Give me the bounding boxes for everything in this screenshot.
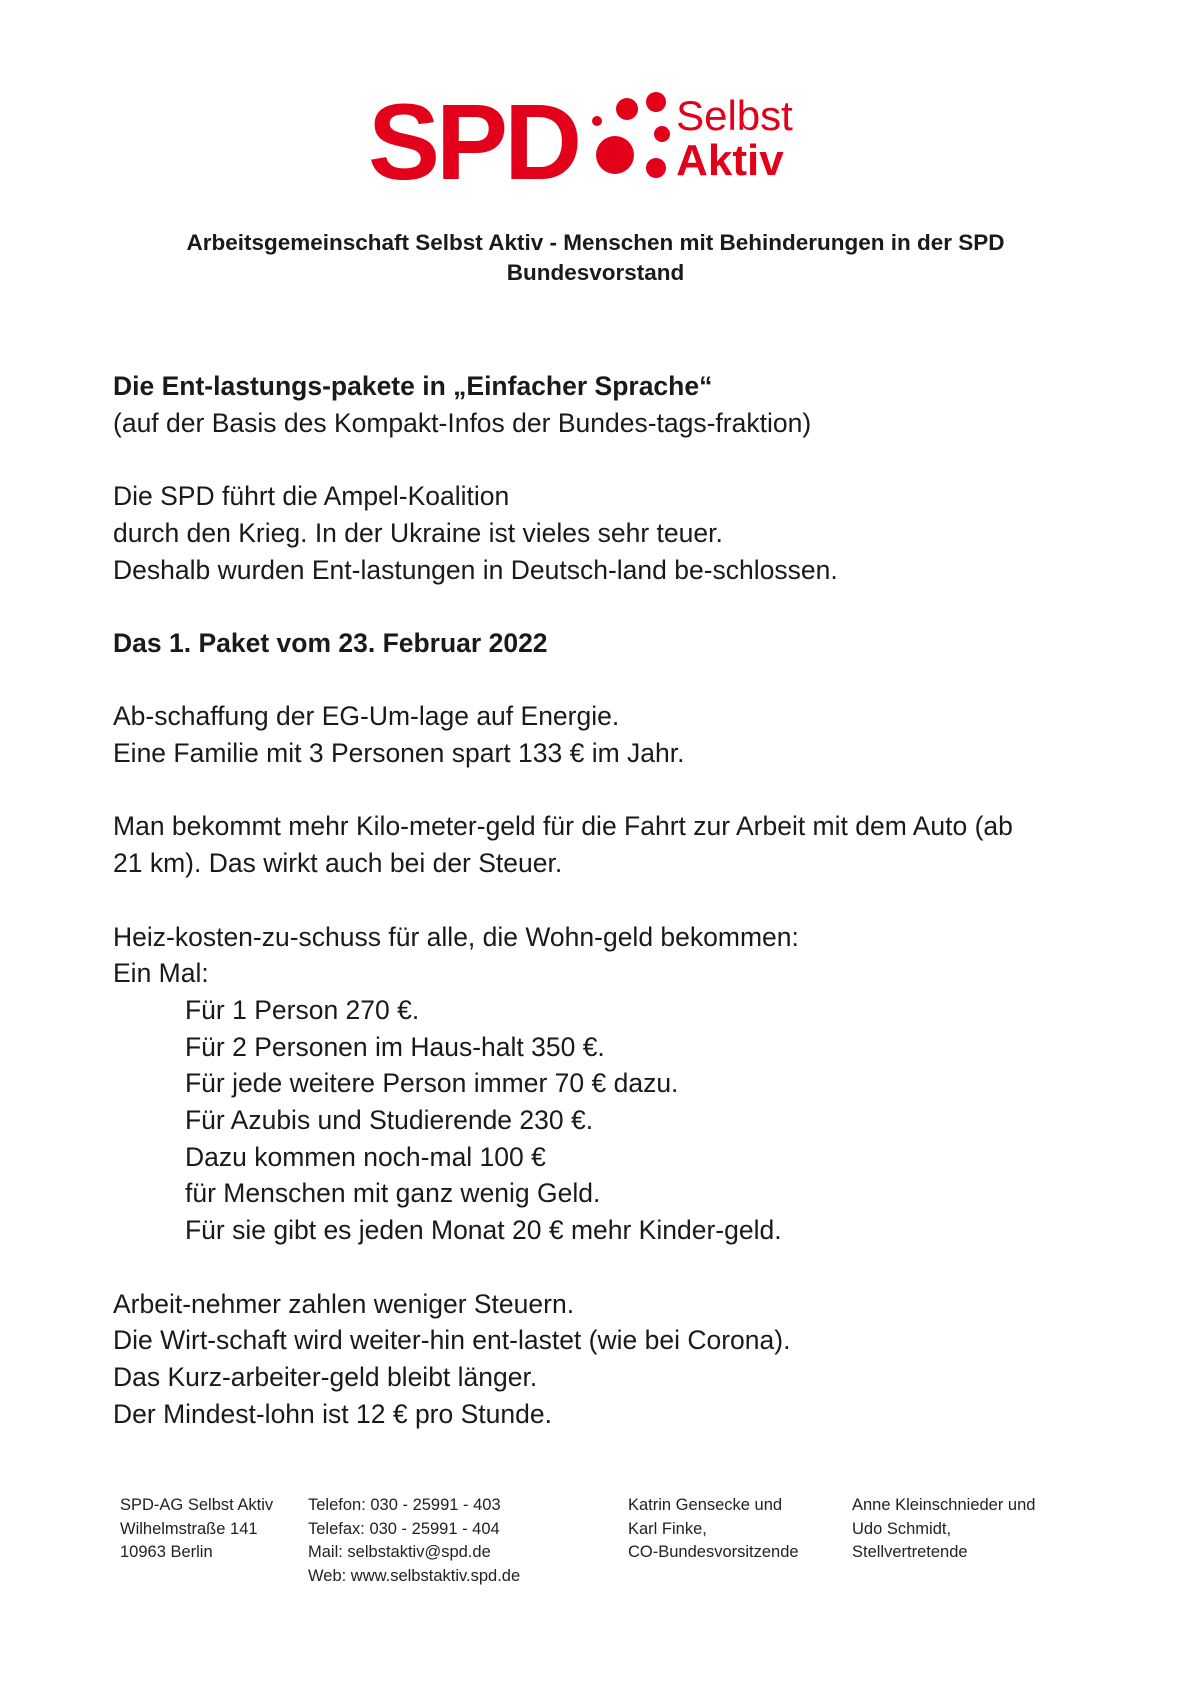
footer-phone: Telefon: 030 - 25991 - 403 — [308, 1496, 501, 1514]
arbeit-line: Arbeit-nehmer zahlen weniger Steuern. — [113, 1288, 575, 1319]
intro-line: Die SPD führt die Ampel-Koalition — [113, 481, 510, 512]
heiz-item: Für sie gibt es jeden Monat 20 € mehr Kinder-geld. — [185, 1215, 782, 1246]
document-title: Die Ent-lastungs-pakete in „Einfacher Sprache“ — [113, 371, 713, 401]
section-heading: Das 1. Paket vom 23. Februar 2022 — [113, 627, 548, 658]
heiz-item: Für 2 Personen im Haus-halt 350 €. — [185, 1031, 605, 1062]
heiz-item: Für jede weitere Person immer 70 € dazu. — [185, 1068, 679, 1099]
intro-line: durch den Krieg. In der Ukraine ist vieles sehr teuer. — [113, 517, 723, 548]
heiz-line: Ein Mal: — [113, 958, 209, 989]
footer-chairs-line: Katrin Gensecke und — [628, 1496, 783, 1514]
intro-line: Deshalb wurden Ent-lastungen in Deutsch-land be-schlossen. — [113, 554, 838, 585]
footer-deputies-line: Anne Kleinschnieder und — [852, 1496, 1036, 1514]
arbeit-line: Das Kurz-arbeiter-geld bleibt länger. — [113, 1361, 538, 1392]
km-line: 21 km). Das wirkt auch bei der Steuer. — [113, 848, 563, 879]
footer-fax: Telefax: 030 - 25991 - 404 — [308, 1519, 500, 1538]
arbeit-line: Die Wirt-schaft wird weiter-hin ent-lastet (wie bei Corona). — [113, 1325, 791, 1356]
eeg-line: Ab-schaffung der EG-Um-lage auf Energie. — [113, 701, 620, 732]
board-line: Bundesvorstand — [506, 260, 685, 285]
footer-address-line: 10963 Berlin — [120, 1543, 213, 1561]
footer-mail: Mail: selbstaktiv@spd.de — [308, 1543, 491, 1561]
document-subtitle: (auf der Basis des Kompakt-Infos der Bundes-tags-fraktion) — [113, 407, 812, 438]
document-body — [113, 368, 1103, 1432]
eeg-line: Eine Familie mit 3 Personen spart 133 € im Jahr. — [113, 738, 685, 769]
footer-address-line: Wilhelmstraße 141 — [120, 1519, 258, 1538]
spd-selbst-aktiv-logo — [368, 81, 793, 202]
heiz-item: Für Azubis und Studierende 230 €. — [185, 1105, 594, 1136]
logo-spd-text: SPD — [368, 81, 579, 202]
logo-selbst-text: Selbst — [676, 92, 793, 139]
km-line: Man bekommt mehr Kilo-meter-geld für die Fahrt zur Arbeit mit dem Auto (ab — [113, 811, 1013, 842]
footer-deputies-line: Udo Schmidt, — [852, 1519, 952, 1538]
footer-address-line: SPD-AG Selbst Aktiv — [120, 1496, 274, 1514]
footer-chairs-line: Karl Finke, — [628, 1519, 707, 1538]
heiz-item: Für 1 Person 270 €. — [185, 994, 420, 1025]
organization-line: Arbeitsgemeinschaft Selbst Aktiv - Menschen mit Behinderungen in der SPD — [186, 230, 1005, 255]
heiz-item: für Menschen mit ganz wenig Geld. — [185, 1178, 601, 1209]
footer-deputies-line: Stellvertretende — [852, 1543, 968, 1561]
footer-chairs-line: CO-Bundesvorsitzende — [628, 1543, 799, 1561]
footer-deputies — [852, 1494, 1035, 1565]
footer-web: Web: www.selbstaktiv.spd.de — [308, 1566, 521, 1585]
logo-dots-icon — [588, 86, 678, 186]
logo-aktiv-text: Aktiv — [676, 136, 784, 185]
footer-contact — [308, 1494, 520, 1588]
footer-chairs — [628, 1494, 799, 1565]
footer-address — [120, 1494, 273, 1565]
logo-wordmark — [676, 94, 793, 184]
heiz-item: Dazu kommen noch-mal 100 € — [185, 1141, 546, 1172]
arbeit-line: Der Mindest-lohn ist 12 € pro Stunde. — [113, 1398, 552, 1429]
heiz-line: Heiz-kosten-zu-schuss für alle, die Wohn-geld bekommen: — [113, 921, 799, 952]
